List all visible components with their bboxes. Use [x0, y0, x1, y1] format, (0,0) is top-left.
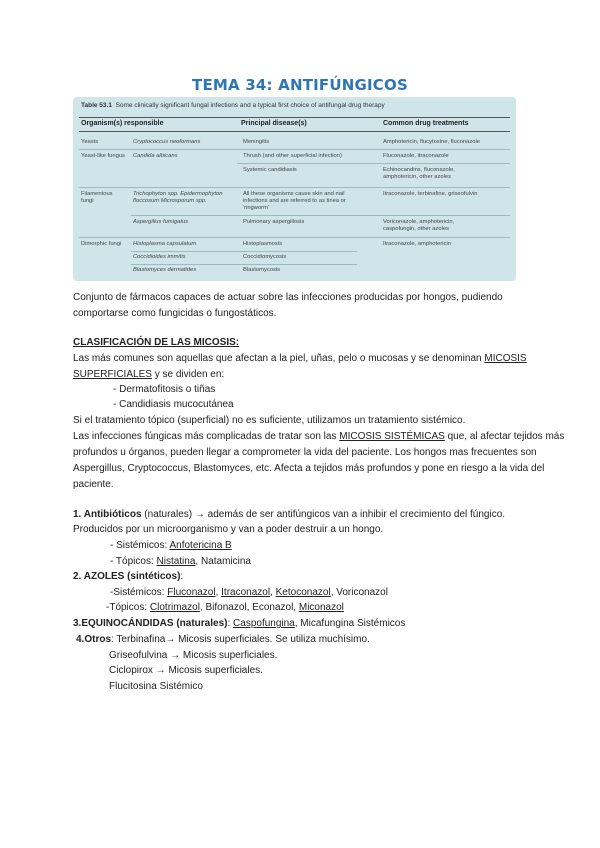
- group-1-line: [73, 509, 505, 521]
- table-cell-organism: Candida albicans: [133, 153, 178, 159]
- table-cell-organism: Histoplasma capsulatum: [133, 241, 197, 247]
- drug-name: Clotrimazol: [149, 602, 200, 613]
- table-row-divider: [79, 187, 510, 188]
- text-span: : Terbinafina→ Micosis superficiales. Se utiliza muchísimo.: [111, 634, 370, 645]
- text-span: :: [227, 618, 234, 629]
- text-span: , Micafungina Sistémicos: [294, 618, 406, 629]
- table-header-organism: Organism(s) responsible: [81, 120, 164, 127]
- highlight-term: MICOSIS: [484, 353, 527, 364]
- table-cell-organism: Blastomyces dermatides: [133, 267, 197, 273]
- text-span: que, al afectar tejidos más: [444, 431, 565, 442]
- drug-list-line: -Sistémicos: Fluconazol, Itraconazol, Ketoconazol, Voriconazol: [110, 587, 388, 598]
- text-span: :: [180, 571, 184, 582]
- paragraph-line: [73, 431, 564, 443]
- text-span: -Tópicos:: [106, 602, 150, 613]
- table-cell-group: Yeast-like fungus: [81, 153, 125, 159]
- group-heading: 4.Otros: [76, 634, 112, 645]
- table-cell-disease: Thrush (and other superficial infection): [243, 153, 342, 159]
- table-cell-organism: Coccidioides immitis: [133, 254, 186, 260]
- table-cell-disease: Histoplasmosis: [243, 241, 282, 247]
- table-cell-drug: Itraconazole, terbinafine, griseofulvin: [383, 191, 478, 197]
- table-cell-disease: Systemic candidiasis: [243, 167, 297, 173]
- section-heading-clasificacion: CLASIFICACIÓN DE LAS MICOSIS:: [73, 337, 240, 348]
- text-span: - Sistémicos:: [110, 540, 170, 551]
- list-item: - Candidiasis mucocutánea: [113, 399, 234, 410]
- table-cell-organism: Aspergillus fumigatus: [133, 219, 189, 225]
- text-span: , Bifonazol, Econazol,: [199, 602, 299, 613]
- intro-line-2: comportarse como fungicidas o fungostáticos.: [73, 308, 277, 319]
- table-cell-disease: Meningitis: [243, 139, 270, 145]
- paragraph-line: Producidos por un microorganismo y van a poder destruir a un hongo.: [73, 524, 384, 535]
- highlight-term: MICOSIS SISTÉMICAS: [339, 431, 445, 442]
- paragraph-line: Si el tratamiento tópico (superficial) no es suficiente, utilizamos un tratamiento sistémico.: [73, 415, 466, 426]
- table-row-divider: [131, 215, 510, 216]
- drug-name: Fluconazol: [167, 587, 216, 598]
- table-row-divider: [79, 237, 510, 238]
- text-span: -Sistémicos:: [110, 587, 168, 598]
- list-item: - Dermatofitosis o tiñas: [113, 384, 216, 395]
- text-span: y se dividen en:: [151, 369, 225, 380]
- table-cell-group: Yeasts: [81, 139, 99, 145]
- text-span: → además de ser antifúngicos van a inhibir el crecimiento del fúngico.: [194, 509, 506, 520]
- drug-name: Ketoconazol: [275, 587, 331, 598]
- drug-list-line: Flucitosina Sistémico: [109, 681, 203, 692]
- drug-name: Nistatina: [156, 556, 196, 567]
- table-cell-drug: Voriconazole, amphotericin, caspofungin, other azoles: [383, 219, 455, 232]
- table-cell-disease: Blastomycosis: [243, 267, 281, 273]
- drug-name: Caspofungina: [233, 618, 295, 629]
- paragraph-line: [73, 369, 224, 381]
- paragraph-line: [73, 353, 527, 365]
- text-span: Las infecciones fúngicas más complicadas de tratar son las: [73, 431, 340, 442]
- table-cell-drug: Echinocandins, fluconazole, amphotericin, other azoles: [383, 167, 455, 180]
- table-cell-disease: All these organisms cause skin and nail infections and are referred to as tinea or 'ringworm': [243, 191, 346, 211]
- table-cell-organism: Cryptococcus neoformans: [133, 139, 201, 145]
- table-cell-group: Dimorphic fungi: [81, 241, 122, 247]
- page-title: TEMA 34: ANTIFÚNGICOS: [192, 76, 408, 94]
- table-cell-organism: Trichophyton spp. Epidermophyton floccosum Microsporum spp.: [133, 191, 223, 204]
- drug-name: Itraconazol: [221, 587, 271, 598]
- group-2-line: [73, 571, 183, 583]
- text-span: Las más comunes son aquellas que afectan a la piel, uñas, pelo o mucosas y se denominan: [73, 353, 485, 364]
- table-row-divider: [131, 264, 357, 265]
- fungal-infections-table: [73, 97, 516, 281]
- group-3-line: [73, 618, 405, 630]
- paragraph-line: profundos u órganos, pueden llegar a comprometer la vida del paciente. Los hongos mas frecuentes son: [73, 447, 537, 458]
- table-cell-disease: Pulmonary aspergillosis: [243, 219, 305, 225]
- table-cell-drug: Itraconazole, amphotericin: [383, 241, 451, 247]
- text-span: , Voriconazol: [330, 587, 388, 598]
- table-row-divider: [237, 163, 510, 164]
- drug-name: Miconazol: [298, 602, 344, 613]
- highlight-term: SUPERFICIALES: [73, 369, 152, 380]
- table-cell-drug: Amphotericin, flucytosine, fluconazole: [383, 139, 480, 145]
- paragraph-line: paciente.: [73, 479, 114, 490]
- table-caption: [81, 102, 385, 109]
- text-span: , Natamicina: [195, 556, 251, 567]
- group-heading: 1. Antibióticos: [73, 509, 142, 520]
- drug-name: Anfotericina B: [169, 540, 232, 551]
- group-heading: 3.EQUINOCÁNDIDAS (naturales): [73, 618, 228, 629]
- table-cell-group: Filamentous fungi: [81, 191, 113, 204]
- drug-list-line: Griseofulvina → Micosis superficiales.: [109, 650, 278, 661]
- group-4-line: [76, 634, 370, 646]
- drug-list-line: [110, 556, 251, 568]
- table-row-divider: [79, 149, 510, 150]
- table-caption-text: Some clinically significant fungal infections and a typical first choice of antifungal drug therapy: [115, 102, 385, 109]
- table-caption-number: Table 53.1: [81, 102, 112, 109]
- table-header-disease: Principal disease(s): [241, 120, 307, 127]
- text-span: (naturales): [141, 509, 195, 520]
- table-cell-drug: Fluconazole, itraconazole: [383, 153, 449, 159]
- intro-line-1: Conjunto de fármacos capaces de actuar sobre las infecciones producidas por hongos, pudiendo: [73, 292, 503, 303]
- group-heading: 2. AZOLES (sintéticos): [73, 571, 181, 582]
- drug-list-line: [106, 602, 344, 614]
- table-header-row: [79, 117, 510, 132]
- drug-list-line: [110, 540, 232, 552]
- text-span: - Tópicos:: [110, 556, 157, 567]
- table-header-drugs: Common drug treatments: [383, 120, 469, 127]
- table-row-divider: [131, 251, 357, 252]
- table-cell-disease: Coccidiomycosis: [243, 254, 287, 260]
- paragraph-line: Aspergillus, Cryptococcus, Blastomyces, etc. Afecta a tejidos más profundos y pone en riesgo a la vida del: [73, 463, 545, 474]
- drug-list-line: Ciclopirox → Micosis superficiales.: [109, 665, 263, 676]
